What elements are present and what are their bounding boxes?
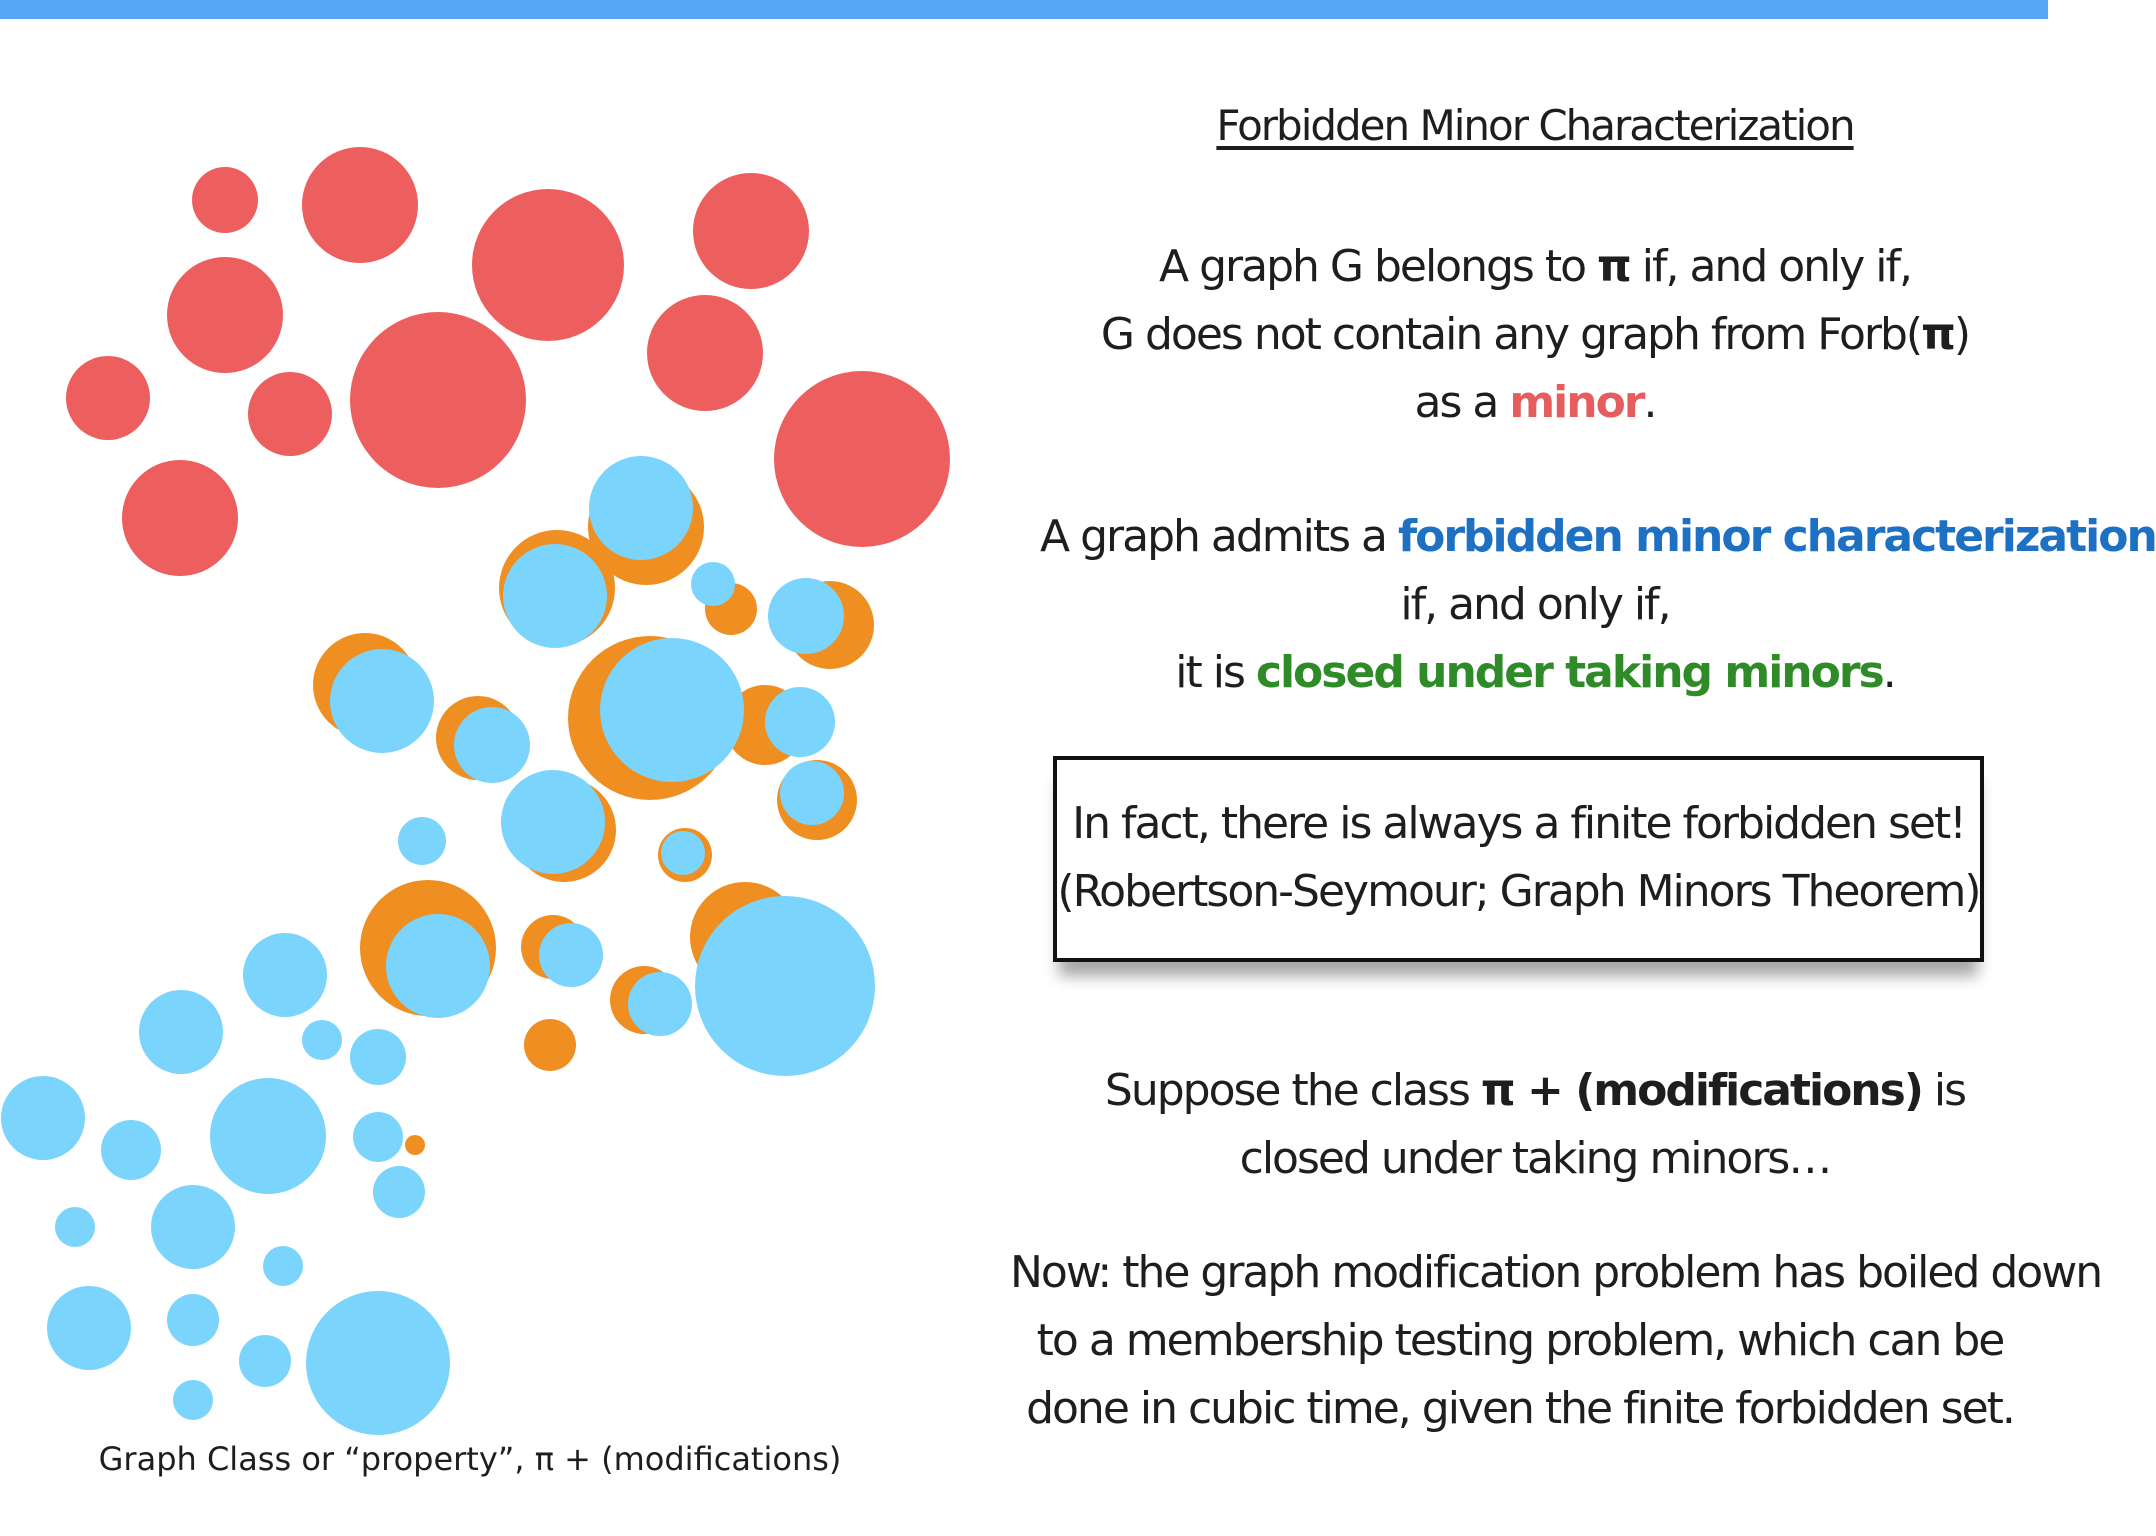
blue-bubble-17: [243, 933, 327, 1017]
blue-bubble-3: [691, 562, 735, 606]
red-bubble-group: [66, 147, 950, 576]
supposition-line-2: closed under taking minors…: [1239, 1133, 1831, 1184]
blue-bubble-23: [210, 1078, 326, 1194]
blue-bubble-29: [47, 1286, 131, 1370]
red-bubble-4: [66, 356, 150, 440]
blue-bubble-22: [101, 1120, 161, 1180]
characterization-line-3: it is closed under taking minors.: [1175, 647, 1895, 698]
forbidden-minor-keyword: forbidden minor characterization: [1397, 511, 2156, 562]
blue-bubble-32: [306, 1291, 450, 1435]
blue-bubble-21: [1, 1076, 85, 1160]
blue-bubble-13: [695, 896, 875, 1076]
membership-line-3: as a minor.: [1414, 377, 1656, 428]
blue-bubble-24: [353, 1112, 403, 1162]
red-bubble-8: [693, 173, 809, 289]
red-bubble-11: [774, 371, 950, 547]
callout-line-1: In fact, there is always a finite forbidden set!: [1072, 798, 1965, 849]
blue-bubble-10: [501, 770, 605, 874]
blue-bubble-15: [539, 923, 603, 987]
blue-bubble-16: [628, 972, 692, 1036]
red-bubble-5: [248, 372, 332, 456]
membership-statement: [1040, 233, 2030, 437]
blue-bubble-2: [503, 544, 607, 648]
blue-bubble-14: [386, 914, 490, 1018]
callout-text: [1057, 790, 1980, 926]
blue-bubble-12: [661, 831, 705, 875]
graph-class-bubbles: [0, 0, 1000, 1440]
blue-bubble-9: [780, 761, 844, 825]
conclusion-line-2: to a membership testing problem, which can be: [1036, 1315, 2004, 1366]
finite-forbidden-set-callout: [1053, 756, 1984, 962]
figure-caption: Graph Class or “property”, π + (modifications): [98, 1440, 842, 1478]
blue-bubble-28: [373, 1166, 425, 1218]
red-bubble-10: [122, 460, 238, 576]
membership-line-2: G does not contain any graph from Forb(π): [1100, 309, 1970, 360]
blue-bubble-33: [173, 1380, 213, 1420]
blue-bubble-8: [765, 687, 835, 757]
callout-line-2: (Robertson-Seymour; Graph Minors Theorem): [1057, 866, 1980, 917]
blue-bubble-31: [239, 1335, 291, 1387]
characterization-line-2: if, and only if,: [1400, 579, 1670, 630]
blue-bubble-27: [263, 1246, 303, 1286]
conclusion-line-1: Now: the graph modification problem has boiled down: [1010, 1247, 2102, 1298]
conclusion-line-3: done in cubic time, given the finite forbidden set.: [1026, 1383, 2014, 1434]
blue-bubble-20: [350, 1029, 406, 1085]
membership-line-1: A graph G belongs to π if, and only if,: [1159, 241, 1911, 292]
blue-bubble-18: [139, 990, 223, 1074]
red-bubble-2: [302, 147, 418, 263]
red-bubble-1: [192, 167, 258, 233]
blue-bubble-25: [55, 1207, 95, 1247]
blue-bubble-4: [768, 578, 844, 654]
red-bubble-6: [350, 312, 526, 488]
blue-bubble-7: [454, 707, 530, 783]
blue-bubble-1: [589, 456, 693, 560]
characterization-statement: [1040, 503, 2156, 707]
minor-keyword: minor: [1509, 377, 1644, 428]
red-bubble-7: [472, 189, 624, 341]
closed-under-minors-keyword: closed under taking minors: [1255, 647, 1883, 698]
blue-bubble-11: [398, 817, 446, 865]
blue-bubble-26: [151, 1185, 235, 1269]
blue-bubble-30: [167, 1294, 219, 1346]
slide-title: Forbidden Minor Characterization: [1216, 101, 1854, 150]
red-bubble-3: [167, 257, 283, 373]
supposition-line-1: Suppose the class π + (modifications) is: [1104, 1065, 1966, 1116]
blue-bubble-6: [330, 649, 434, 753]
blue-bubble-5: [600, 638, 744, 782]
red-bubble-9: [647, 295, 763, 411]
orange-bubble-10: [405, 1135, 425, 1155]
characterization-line-1: A graph admits a forbidden minor characterization: [1040, 511, 2156, 562]
blue-bubble-19: [302, 1020, 342, 1060]
conclusion-statement: [1010, 1239, 2102, 1443]
supposition-statement: [1040, 1057, 2030, 1193]
orange-bubble-17: [524, 1019, 576, 1071]
